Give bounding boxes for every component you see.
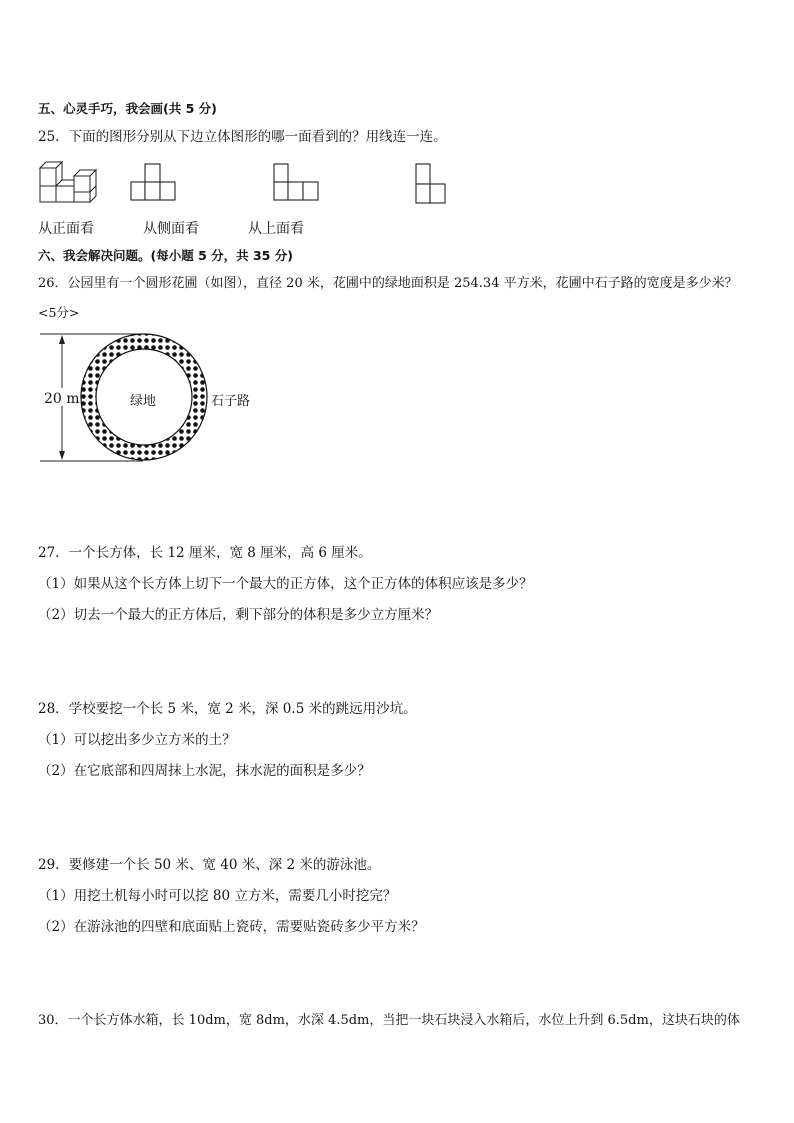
diameter-label: 20 m xyxy=(44,391,80,407)
green-area-label: 绿地 xyxy=(130,394,157,409)
q29-sub1: （1）用挖土机每小时可以挖 80 立方米，需要几小时挖完？ xyxy=(38,888,397,904)
label-side-view: 从侧面看 xyxy=(143,221,199,237)
section6-heading: 六、我会解决问题。(每小题 5 分，共 35 分) xyxy=(38,248,293,263)
q27-sub1: （1）如果从这个长方体上切下一个最大的正方体，这个正方体的体积应该是多少？ xyxy=(38,576,533,592)
view-shape-2 xyxy=(273,163,323,203)
label-top-view: 从上面看 xyxy=(248,221,304,237)
q29-sub2: （2）在游泳池的四壁和底面贴上瓷砖，需要贴瓷砖多少平方米？ xyxy=(38,919,425,935)
q25-text: 25．下面的图形分别从下边立体图形的哪一面看到的？用线连一连。 xyxy=(38,129,447,145)
section5-heading: 五、心灵手巧，我会画(共 5 分) xyxy=(38,101,217,116)
q27-text: 27．一个长方体，长 12 厘米，宽 8 厘米，高 6 厘米。 xyxy=(38,545,372,561)
q26-text: 26．公园里有一个圆形花圃（如图），直径 20 米，花圃中的绿地面积是 254.34 平方米，花圃中石子路的宽度是多少米？ xyxy=(38,276,738,291)
stone-path-label: 石子路 xyxy=(211,394,251,409)
q28-sub2: （2）在它底部和四周抹上水泥，抹水泥的面积是多少？ xyxy=(38,763,371,779)
q28-text: 28．学校要挖一个长 5 米，宽 2 米，深 0.5 米的跳远用沙坑。 xyxy=(38,701,417,717)
cube-solid-figure xyxy=(38,160,108,206)
label-front-view: 从正面看 xyxy=(38,221,94,237)
q26-score: <5分> xyxy=(38,305,80,320)
q29-text: 29．要修建一个长 50 米、宽 40 米、深 2 米的游泳池。 xyxy=(38,857,381,873)
view-shape-3 xyxy=(415,163,455,208)
q27-sub2: （2）切去一个最大的正方体后，剩下部分的体积是多少立方厘米？ xyxy=(38,607,439,623)
q28-sub1: （1）可以挖出多少立方米的土？ xyxy=(38,732,236,748)
view-shape-1 xyxy=(130,163,180,203)
q30-text: 30．一个长方体水箱，长 10dm，宽 8dm，水深 4.5dm，当把一块石块浸入水箱后，水位上升到 6.5dm，这块石块的体 xyxy=(38,1013,740,1028)
